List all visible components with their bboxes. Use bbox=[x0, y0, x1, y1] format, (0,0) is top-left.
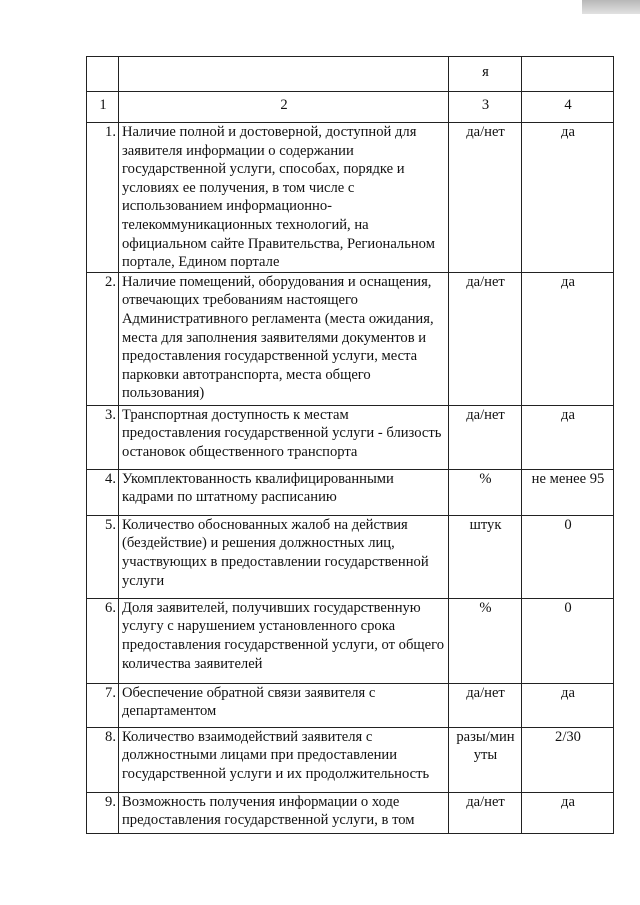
row-unit: % bbox=[449, 598, 522, 683]
row-unit: да/нет bbox=[449, 272, 522, 405]
column-index-1: 1 bbox=[87, 92, 119, 123]
row-unit: да/нет bbox=[449, 683, 522, 727]
row-number: 3. bbox=[87, 405, 119, 469]
table-row bbox=[87, 792, 614, 833]
row-number: 6. bbox=[87, 598, 119, 683]
row-indicator-text: Обеспечение обратной связи заявителя с департаментом bbox=[119, 683, 449, 727]
row-norm-value: не менее 95 bbox=[522, 469, 614, 515]
row-norm-value: 0 bbox=[522, 598, 614, 683]
row-indicator-text: Количество взаимодействий заявителя с должностными лицами при предоставлении государственной услуги и их продолжительность bbox=[119, 727, 449, 792]
row-indicator-text: Наличие помещений, оборудования и оснащения, отвечающих требованиям настоящего Административного регламента (места ожидания, места для заполнения заявителями документов и предоставления государственной услуги, места парковки автотранспорта, места общего пользования) bbox=[119, 272, 449, 405]
row-norm-value: 0 bbox=[522, 515, 614, 598]
indicators-table bbox=[86, 56, 614, 834]
row-unit: % bbox=[449, 469, 522, 515]
row-number: 5. bbox=[87, 515, 119, 598]
row-number: 7. bbox=[87, 683, 119, 727]
row-unit: разы/мин уты bbox=[449, 727, 522, 792]
row-number: 9. bbox=[87, 792, 119, 833]
row-number: 1. bbox=[87, 123, 119, 273]
cont-cell-text bbox=[119, 57, 449, 92]
table-row bbox=[87, 515, 614, 598]
row-indicator-text: Возможность получения информации о ходе предоставления государственной услуги, в том bbox=[119, 792, 449, 833]
continuation-row bbox=[87, 57, 614, 92]
row-number: 8. bbox=[87, 727, 119, 792]
table-row bbox=[87, 683, 614, 727]
cont-cell-unit: я bbox=[449, 57, 522, 92]
cont-cell-value bbox=[522, 57, 614, 92]
table-row bbox=[87, 405, 614, 469]
table-row bbox=[87, 123, 614, 273]
row-norm-value: да bbox=[522, 123, 614, 273]
table-row bbox=[87, 727, 614, 792]
row-norm-value: да bbox=[522, 683, 614, 727]
row-unit: да/нет bbox=[449, 405, 522, 469]
column-index-3: 3 bbox=[449, 92, 522, 123]
row-number: 2. bbox=[87, 272, 119, 405]
scan-edge-shadow bbox=[582, 0, 640, 14]
row-unit: штук bbox=[449, 515, 522, 598]
row-indicator-text: Транспортная доступность к местам предоставления государственной услуги - близость остановок общественного транспорта bbox=[119, 405, 449, 469]
table-row bbox=[87, 469, 614, 515]
row-indicator-text: Наличие полной и достоверной, доступной для заявителя информации о содержании государственной услуги, способах, порядке и условиях ее получения, в том числе с использованием информационно-телекоммуникационных технологий, на официальном сайте Правительства, Региональном портале, Едином портале bbox=[119, 123, 449, 273]
table-row bbox=[87, 598, 614, 683]
column-index-4: 4 bbox=[522, 92, 614, 123]
row-norm-value: да bbox=[522, 792, 614, 833]
row-unit: да/нет bbox=[449, 792, 522, 833]
cont-cell-num bbox=[87, 57, 119, 92]
column-index-row bbox=[87, 92, 614, 123]
row-norm-value: да bbox=[522, 405, 614, 469]
table-row bbox=[87, 272, 614, 405]
row-unit: да/нет bbox=[449, 123, 522, 273]
column-index-2: 2 bbox=[119, 92, 449, 123]
row-indicator-text: Доля заявителей, получивших государственную услугу с нарушением установленного срока предоставления государственной услуги, от общего количества заявителей bbox=[119, 598, 449, 683]
row-indicator-text: Количество обоснованных жалоб на действия (бездействие) и решения должностных лиц, участвующих в предоставлении государственной услуги bbox=[119, 515, 449, 598]
row-number: 4. bbox=[87, 469, 119, 515]
row-indicator-text: Укомплектованность квалифицированными кадрами по штатному расписанию bbox=[119, 469, 449, 515]
row-norm-value: 2/30 bbox=[522, 727, 614, 792]
row-norm-value: да bbox=[522, 272, 614, 405]
